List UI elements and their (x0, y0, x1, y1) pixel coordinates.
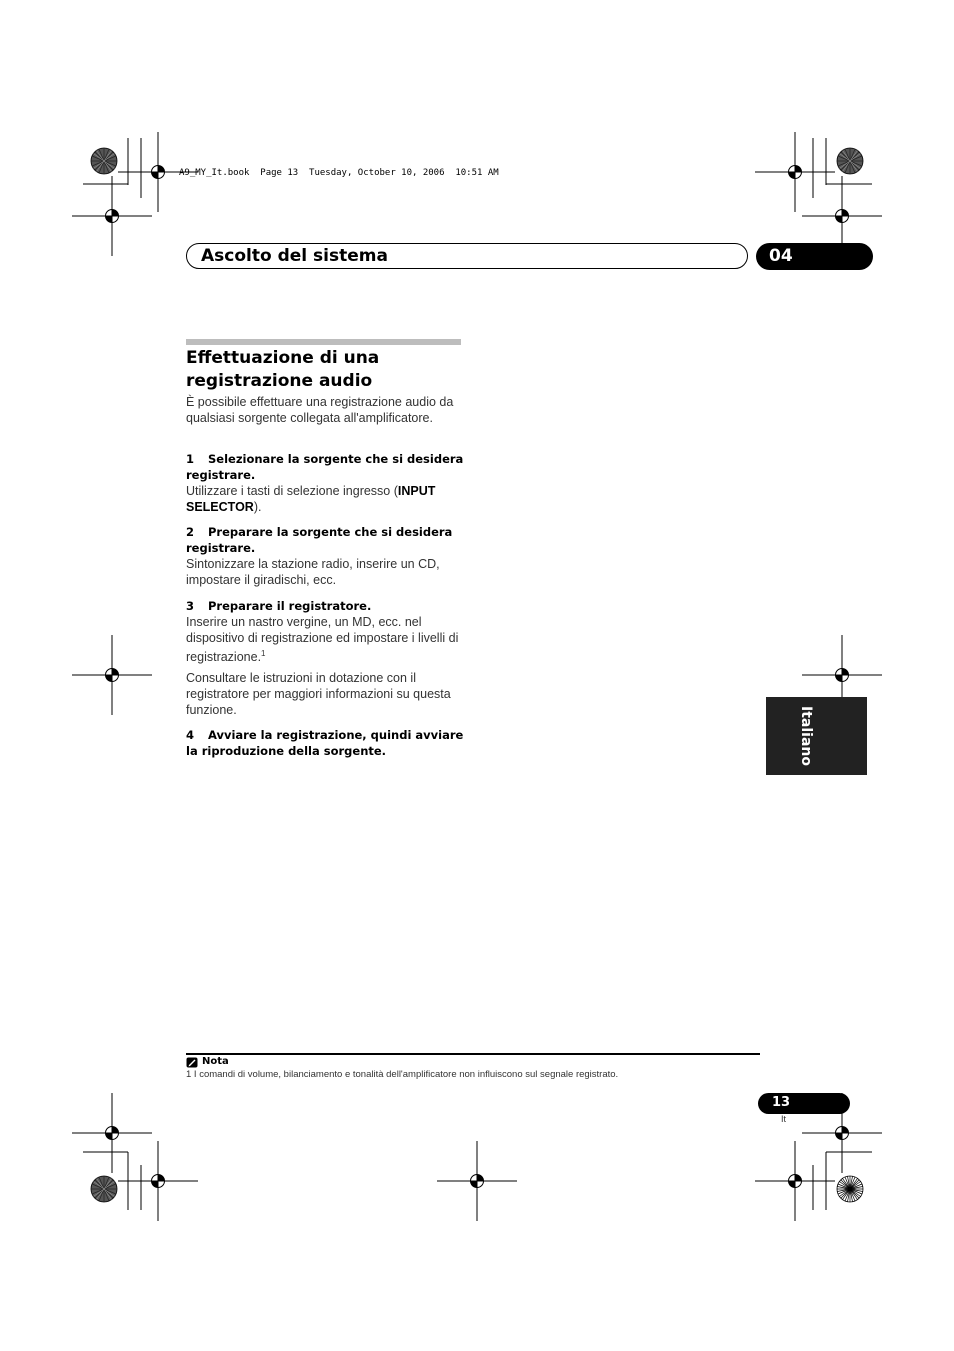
step-heading-text: Selezionare la sorgente che si desidera registrare. (186, 452, 464, 482)
step-text: ). (253, 500, 262, 514)
section-intro: È possibile effettuare una registrazione audio da qualsiasi sorgente collegata all'amplificatore. (186, 395, 454, 425)
step-heading-text: Preparare la sorgente che si desidera registrare. (186, 525, 453, 555)
page-number-badge (758, 1093, 850, 1114)
step-number: 4 (186, 728, 195, 742)
chapter-number-badge (756, 243, 873, 270)
note-icon (186, 1057, 198, 1068)
step-2-text: Sintonizzare la stazione radio, inserire un CD, impostare il giradischi, ecc. (186, 557, 440, 587)
step-number: 3 (186, 599, 195, 613)
language-tab (766, 697, 867, 775)
step-3-text (186, 614, 466, 665)
note-text: 1 I comandi di volume, bilanciamento e tonalità dell'amplificatore non influiscono sul segnale registrato. (186, 1069, 619, 1080)
page-language-code: It (781, 1114, 787, 1124)
chapter-number: 04 (769, 246, 793, 266)
step-text: Inserire un nastro vergine, un MD, ecc. nel dispositivo di registrazione ed impostare i livelli di registrazione. (186, 615, 459, 665)
step-1-text (186, 483, 466, 515)
book-file-header: A9_MY_It.book Page 13 Tuesday, October 10, 2006 10:51 AM (179, 168, 499, 178)
step-number: 1 (186, 452, 195, 466)
step-2-heading (186, 524, 466, 556)
step-1-heading (186, 451, 466, 483)
footnote-reference: 1 (261, 649, 266, 658)
step-4-heading (186, 727, 466, 759)
page-number: 13 (772, 1095, 791, 1110)
note-rule (186, 1053, 760, 1055)
step-heading-text: Preparare il registratore. (208, 599, 372, 613)
step-3-heading (186, 598, 466, 614)
step-3-text-2: Consultare le istruzioni in dotazione con il registratore per maggiori informazioni su questa funzione. (186, 671, 451, 717)
chapter-title-bar (186, 243, 748, 269)
language-tab-label: Italiano (798, 706, 814, 766)
note-label: Nota (202, 1056, 229, 1067)
step-heading-text: Avviare la registrazione, quindi avviare la riproduzione della sorgente. (186, 728, 464, 758)
step-number: 2 (186, 525, 195, 539)
chapter-title: Ascolto del sistema (201, 246, 388, 266)
input-selector-label: INPUT SELECTOR (186, 484, 436, 514)
section-rule (186, 339, 461, 345)
step-text: Utilizzare i tasti di selezione ingresso ( (186, 484, 398, 498)
section-title: Effettuazione di una registrazione audio (186, 348, 380, 391)
